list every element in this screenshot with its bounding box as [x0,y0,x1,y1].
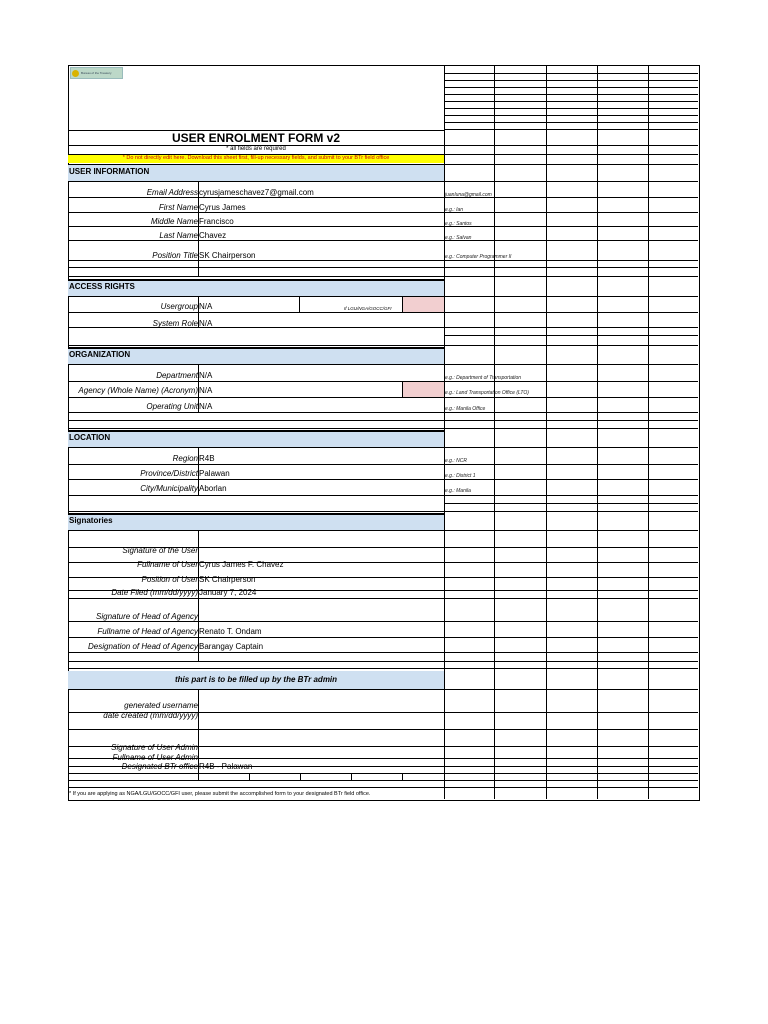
grid-h-line [444,296,698,297]
grid-h-line [444,668,698,669]
grid-h-line [444,154,698,155]
head-fullname-field[interactable]: Renato T. Ondam [199,627,262,636]
grid-h-line [444,464,698,465]
section-user-information [68,164,444,181]
grid-h-line [68,267,444,268]
grid-h-line [444,327,698,328]
grid-h-line [444,276,698,277]
enrolment-form-sheet [68,65,700,801]
grid-h-line [444,364,698,365]
grid-h-line [444,397,698,398]
last-name-field[interactable]: Chavez [199,231,227,240]
grid-v-line [198,364,199,412]
grid-h-line [68,729,444,730]
position-title-example: e.g.: Computer Programmer II [445,254,512,260]
grid-h-line [68,773,444,774]
grid-h-line [444,260,698,261]
seal-icon [72,70,79,77]
footnote: * If you are applying as NGA/LGU/GOCC/GFI user, please submit the accomplished form to your designated BTr field office. [69,791,371,797]
grid-h-line [68,621,444,622]
grid-h-line [444,129,698,130]
grid-h-line [68,212,444,213]
grid-h-line [444,181,698,182]
grid-h-line [444,447,698,448]
grid-h-line [444,621,698,622]
operating-unit-example: e.g.: Manila Office [445,406,486,412]
btr-office-field[interactable]: R4B - Palawan [199,762,253,771]
grid-h-line [68,130,444,131]
grid-h-line [444,101,698,102]
grid-h-line [68,312,444,313]
grid-h-line [444,652,698,653]
city-label: City/Municipality [140,484,198,493]
grid-h-line [444,766,698,767]
grid-h-line [68,661,444,662]
grid-h-line [444,412,698,413]
grid-h-line [68,668,444,669]
grid-h-line [68,577,444,578]
grid-h-line [68,420,444,421]
middle-name-label: Middle Name [150,217,198,226]
agency-example: e.g.: Land Transportation Office (LTO) [445,390,529,396]
user-position-label: Position of User [141,575,198,584]
grid-h-line [444,729,698,730]
department-field[interactable]: N/A [199,371,213,380]
section-location-label: LOCATION [69,433,111,442]
city-field[interactable]: Aborlan [199,484,227,493]
section-signatories [68,513,444,530]
grid-h-line [68,464,444,465]
btr-office-label: Designated BTr office [121,762,198,771]
grid-h-line [444,94,698,95]
email-example: juanluna@gmail.com [445,192,492,198]
first-name-label: First Name [158,203,198,212]
date-created-label: date created (mm/dd/yyyy) [103,711,198,720]
grid-h-line [444,267,698,268]
system-role-label: System Role [152,319,198,328]
last-name-label: Last Name [159,231,198,240]
grid-h-line [444,511,698,512]
grid-h-line [444,197,698,198]
operating-unit-field[interactable]: N/A [199,402,213,411]
user-fullname-label: Fullname of User [137,560,198,569]
grid-h-line [444,780,698,781]
section-access-rights [68,279,444,296]
date-filed-label: Date Filed (mm/dd/yyyy) [111,588,198,597]
section-location [68,430,444,447]
province-example: e.g.: District 1 [445,473,476,479]
middle-name-example: e.g.: Santos [445,221,472,227]
first-name-field[interactable]: Cyrus James [199,203,246,212]
admin-signature-label: Signature of User Admin [111,743,198,752]
grid-v-line [198,689,199,780]
last-name-example: e.g.: Salvan [445,235,472,241]
email-label: Email Address [146,188,198,197]
grid-h-line [68,590,444,591]
usergroup-field[interactable]: N/A [199,302,213,311]
head-fullname-label: Fullname of Head of Agency [97,627,198,636]
grid-h-line [444,598,698,599]
province-label: Province/District [140,469,198,478]
admin-fullname-label: Fullname of User Admin [112,753,198,762]
user-signature-label: Signature of the User [122,546,198,555]
grid-h-line [444,145,698,146]
grid-h-line [68,787,444,788]
grid-v-line [198,181,199,276]
usergroup-label: Usergroup [160,302,198,311]
department-example: e.g.: Department of Transportation [445,375,522,381]
grid-h-line [444,87,698,88]
email-field[interactable]: cyrusjameschavez7@gmail.com [199,188,314,197]
grid-h-line [68,495,444,496]
position-title-label: Position Title [152,251,198,260]
form-title: USER ENROLMENT FORM v2 [171,131,340,145]
grid-h-line [68,547,444,548]
grid-h-line [444,787,698,788]
grid-h-line [444,80,698,81]
grid-v-line [351,773,352,780]
grid-h-line [68,511,444,512]
agency-highlight-cell [402,381,444,397]
grid-h-line [68,276,444,277]
grid-h-line [444,122,698,123]
section-signatories-label: Signatories [69,516,113,525]
grid-h-line [68,766,444,767]
grid-h-line [68,381,444,382]
grid-h-line [68,364,444,365]
grid-h-line [68,637,444,638]
grid-h-line [444,562,698,563]
grid-h-line [68,181,444,182]
grid-h-line [444,212,698,213]
grid-h-line [444,758,698,759]
grid-h-line [444,428,698,429]
required-note: * all fields are required [226,146,286,152]
grid-h-line [68,530,444,531]
head-designation-label: Designation of Head of Agency [88,642,198,651]
grid-h-line [68,197,444,198]
notice-text: * Do not directly edit here. Download this sheet first, fill-up necessary fields, and submit to your BTr field office [122,155,390,161]
logo-text: Bureau of the Treasury [81,71,112,75]
grid-h-line [444,530,698,531]
grid-h-line [68,260,444,261]
date-filed-field[interactable]: January 7, 2024 [199,588,257,597]
grid-h-line [68,780,444,781]
region-field[interactable]: R4B [199,454,215,463]
user-position-field[interactable]: SK Chairperson [199,575,256,584]
grid-h-line [68,164,444,165]
city-example: e.g.: Manila [445,488,471,494]
middle-name-field[interactable]: Francisco [199,217,234,226]
grid-h-line [444,115,698,116]
usergroup-note: If LGU/NGA/GOCC/GFI [344,306,392,311]
grid-h-line [68,327,444,328]
grid-h-line [444,503,698,504]
section-admin [68,671,444,689]
grid-h-line [444,590,698,591]
grid-h-line [68,145,444,146]
grid-h-line [68,479,444,480]
grid-h-line [444,689,698,690]
grid-v-line [402,296,403,312]
usergroup-note-cell [402,296,444,312]
grid-h-line [68,689,444,690]
section-admin-label: this part is to be filled up by the BTr admin [174,675,338,684]
grid-h-line [68,296,444,297]
grid-h-line [444,712,698,713]
grid-h-line [68,412,444,413]
first-name-example: e.g.: Ian [445,207,464,213]
grid-h-line [68,430,444,432]
agency-label: Agency (Whole Name) (Acronym) [78,386,198,395]
grid-v-line [402,381,403,397]
grid-h-line [444,164,698,165]
department-label: Department [156,371,198,380]
head-designation-field[interactable]: Barangay Captain [199,642,264,651]
grid-h-line [68,397,444,398]
grid-h-line [68,513,444,515]
grid-h-line [68,240,444,241]
grid-h-line [444,661,698,662]
grid-h-line [444,547,698,548]
grid-h-line [444,577,698,578]
grid-h-line [444,226,698,227]
head-signature-label: Signature of Head of Agency [96,612,198,621]
grid-h-line [444,335,698,336]
generated-username-label: generated username [124,701,198,710]
grid-v-line [198,296,199,327]
grid-h-line [444,73,698,74]
grid-h-line [68,226,444,227]
grid-h-line [68,279,444,281]
grid-v-line [198,447,199,495]
grid-h-line [68,598,444,599]
grid-h-line [68,345,444,346]
grid-h-line [68,154,444,155]
grid-h-line [444,312,698,313]
region-example: e.g.: NCR [445,458,467,464]
grid-h-line [68,347,444,349]
grid-v-line [198,530,199,661]
user-fullname-field[interactable]: Cyrus James F. Chavez [199,560,284,569]
grid-h-line [68,428,444,429]
grid-h-line [68,746,444,747]
section-user-information-label: USER INFORMATION [69,167,150,176]
grid-h-line [68,447,444,448]
grid-h-line [444,381,698,382]
operating-unit-label: Operating Unit [146,402,198,411]
btr-logo [70,67,123,79]
grid-h-line [444,420,698,421]
section-access-rights-label: ACCESS RIGHTS [69,282,135,291]
grid-v-line [249,773,250,780]
section-organization-label: ORGANIZATION [69,350,131,359]
grid-h-line [68,758,444,759]
province-field[interactable]: Palawan [199,469,230,478]
grid-h-line [444,495,698,496]
grid-h-line [444,240,698,241]
region-label: Region [172,454,198,463]
system-role-field[interactable]: N/A [199,319,213,328]
grid-h-line [444,773,698,774]
grid-h-line [68,562,444,563]
grid-h-line [444,637,698,638]
grid-h-line [444,479,698,480]
grid-h-line [68,652,444,653]
grid-h-line [444,345,698,346]
grid-v-line [300,773,301,780]
grid-h-line [444,746,698,747]
grid-h-line [68,712,444,713]
agency-field[interactable]: N/A [199,386,213,395]
section-organization [68,347,444,364]
grid-h-line [444,108,698,109]
grid-v-line [402,773,403,780]
grid-v-line [299,296,300,312]
position-title-field[interactable]: SK Chairperson [199,251,256,260]
